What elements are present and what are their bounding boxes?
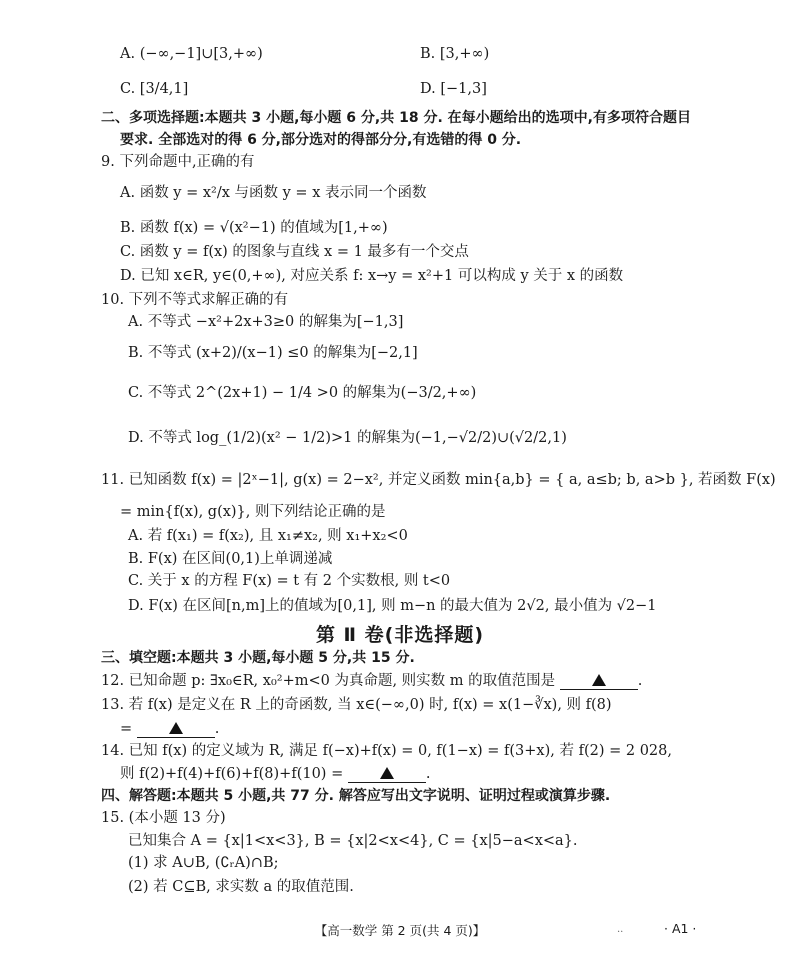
section2-heading-line2: 要求. 全部选对的得 6 分,部分选对的得部分分,有选错的得 0 分. bbox=[120, 132, 522, 148]
q15-part1: (1) 求 A∪B, (∁ᵣA)∩B; bbox=[128, 855, 279, 871]
q9-option-c: C. 函数 y = f(x) 的图象与直线 x = 1 最多有一个交点 bbox=[120, 244, 469, 260]
q9-stem: 9. 下列命题中,正确的有 bbox=[101, 154, 255, 170]
q11-option-a: A. 若 f(x₁) = f(x₂), 且 x₁≠x₂, 则 x₁+x₂<0 bbox=[128, 528, 408, 544]
q14-line1: 14. 已知 f(x) 的定义域为 R, 满足 f(−x)+f(x) = 0, f(1−x) = f(3+x), 若 f(2) = 2 028, bbox=[101, 743, 672, 759]
triangle-marker-icon bbox=[592, 674, 606, 686]
q13-line2 bbox=[120, 719, 219, 739]
page-footer: 【高一数学 第 2 页(共 4 页)】 bbox=[314, 923, 486, 938]
q15-header: 15. (本小题 13 分) bbox=[101, 810, 226, 826]
q12-answer-blank[interactable] bbox=[560, 673, 638, 690]
q10-option-b: B. 不等式 (x+2)/(x−1) ≤0 的解集为[−2,1] bbox=[128, 345, 418, 361]
footer-dots: .. bbox=[617, 924, 624, 935]
q10-option-c: C. 不等式 2^(2x+1) − 1/4 >0 的解集为(−3/2,+∞) bbox=[128, 385, 477, 401]
q9-option-a: A. 函数 y = x²/x 与函数 y = x 表示同一个函数 bbox=[120, 185, 427, 201]
part2-title: 第 Ⅱ 卷(非选择题) bbox=[315, 624, 485, 646]
q9-option-b: B. 函数 f(x) = √(x²−1) 的值域为[1,+∞) bbox=[120, 220, 388, 236]
q14-text: 则 f(2)+f(4)+f(6)+f(8)+f(10) = bbox=[120, 766, 344, 782]
q11-option-c: C. 关于 x 的方程 F(x) = t 有 2 个实数根, 则 t<0 bbox=[128, 573, 451, 589]
section2-heading-line1: 二、多项选择题:本题共 3 小题,每小题 6 分,共 18 分. 在每小题给出的选项中,有多项符合题目 bbox=[101, 110, 691, 126]
q13-end: . bbox=[214, 721, 220, 737]
q15-part2: (2) 若 C⊆B, 求实数 a 的取值范围. bbox=[128, 879, 354, 895]
q13-equals: = bbox=[120, 721, 133, 737]
q14-line2 bbox=[120, 764, 430, 784]
q10-option-d: D. 不等式 log_(1/2)(x² − 1/2)>1 的解集为(−1,−√2/2)∪(√2/2,1) bbox=[128, 430, 567, 446]
q10-option-a: A. 不等式 −x²+2x+3≥0 的解集为[−1,3] bbox=[128, 314, 404, 330]
q11-stem-line2: = min{f(x), g(x)}, 则下列结论正确的是 bbox=[120, 504, 386, 520]
q11-option-b: B. F(x) 在区间(0,1)上单调递减 bbox=[128, 551, 333, 567]
q12-text: 12. 已知命题 p: ∃x₀∈R, x₀²+m<0 为真命题, 则实数 m 的取值范围是 bbox=[101, 673, 556, 689]
q9-option-d: D. 已知 x∈R, y∈(0,+∞), 对应关系 f: x→y = x²+1 可以构成 y 关于 x 的函数 bbox=[120, 268, 624, 284]
section3-heading: 三、填空题:本题共 3 小题,每小题 5 分,共 15 分. bbox=[101, 650, 415, 666]
q13-answer-blank[interactable] bbox=[137, 721, 215, 738]
q11-option-d: D. F(x) 在区间[n,m]上的值域为[0,1], 则 m−n 的最大值为 2√2, 最小值为 √2−1 bbox=[128, 598, 657, 614]
q10-stem: 10. 下列不等式求解正确的有 bbox=[101, 292, 289, 308]
q8-option-b: B. [3,+∞) bbox=[420, 46, 490, 62]
q12-end: . bbox=[637, 673, 643, 689]
q8-option-a: A. (−∞,−1]∪[3,+∞) bbox=[120, 46, 263, 62]
q13-line1: 13. 若 f(x) 是定义在 R 上的奇函数, 当 x∈(−∞,0) 时, f(x) = x(1−∛x), 则 f(8) bbox=[101, 697, 612, 713]
q12-line bbox=[101, 671, 642, 691]
triangle-marker-icon bbox=[169, 722, 183, 734]
q8-option-d: D. [−1,3] bbox=[420, 81, 487, 97]
section4-heading: 四、解答题:本题共 5 小题,共 77 分. 解答应写出文字说明、证明过程或演算步骤. bbox=[101, 788, 611, 804]
q15-given: 已知集合 A = {x|1<x<3}, B = {x|2<x<4}, C = {x|5−a<x<a}. bbox=[128, 833, 578, 849]
q14-answer-blank[interactable] bbox=[348, 766, 426, 783]
footer-mark: · A1 · bbox=[664, 921, 697, 936]
q11-stem-line1: 11. 已知函数 f(x) = |2ˣ−1|, g(x) = 2−x², 并定义函数 min{a,b} = { a, a≤b; b, a>b }, 若函数 F(x) bbox=[101, 472, 776, 488]
q14-end: . bbox=[425, 766, 431, 782]
q8-option-c: C. [3/4,1] bbox=[120, 81, 189, 97]
triangle-marker-icon bbox=[380, 767, 394, 779]
